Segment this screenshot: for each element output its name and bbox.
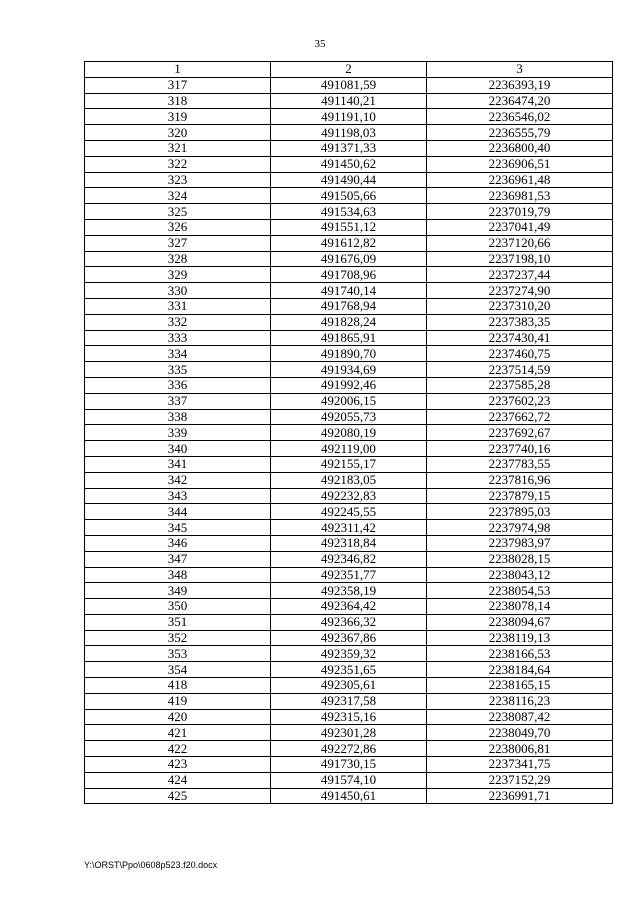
x-coordinate-cell: 492272,86 [271,741,427,757]
table-row [85,219,613,235]
x-coordinate-cell: 491708,96 [271,267,427,283]
table-row [85,441,613,457]
y-coordinate-cell: 2238006,81 [427,741,613,757]
point-number-cell: 323 [85,172,271,188]
table-row [85,741,613,757]
column-header-2: 2 [271,62,427,78]
point-number-cell: 324 [85,188,271,204]
point-number-cell: 351 [85,614,271,630]
x-coordinate-cell: 492055,73 [271,409,427,425]
table-row [85,204,613,220]
y-coordinate-cell: 2237041,49 [427,219,613,235]
table-row [85,614,613,630]
table-row [85,283,613,299]
point-number-cell: 418 [85,678,271,694]
table-row [85,567,613,583]
point-number-cell: 335 [85,362,271,378]
x-coordinate-cell: 492346,82 [271,551,427,567]
x-coordinate-cell: 492315,16 [271,709,427,725]
point-number-cell: 338 [85,409,271,425]
point-number-cell: 423 [85,757,271,773]
table-row [85,504,613,520]
y-coordinate-cell: 2236393,19 [427,77,613,93]
x-coordinate-cell: 491768,94 [271,298,427,314]
point-number-cell: 352 [85,630,271,646]
y-coordinate-cell: 2236474,20 [427,93,613,109]
y-coordinate-cell: 2238116,23 [427,693,613,709]
table-row [85,267,613,283]
x-coordinate-cell: 492245,55 [271,504,427,520]
y-coordinate-cell: 2237740,16 [427,441,613,457]
y-coordinate-cell: 2237019,79 [427,204,613,220]
table-row [85,646,613,662]
table-row [85,377,613,393]
x-coordinate-cell: 491612,82 [271,235,427,251]
point-number-cell: 350 [85,599,271,615]
point-number-cell: 343 [85,488,271,504]
table-row [85,346,613,362]
table-header [85,62,613,78]
point-number-cell: 328 [85,251,271,267]
table-row [85,725,613,741]
x-coordinate-cell: 492359,32 [271,646,427,662]
point-number-cell: 321 [85,140,271,156]
table-row [85,109,613,125]
point-number-cell: 348 [85,567,271,583]
table-row [85,456,613,472]
table-row [85,393,613,409]
point-number-cell: 317 [85,77,271,93]
x-coordinate-cell: 492351,77 [271,567,427,583]
x-coordinate-cell: 491740,14 [271,283,427,299]
footer-file-path: Y:\ORST\Ppo\0608p523.f20.docx [84,860,218,870]
x-coordinate-cell: 492351,65 [271,662,427,678]
table-row [85,520,613,536]
y-coordinate-cell: 2237460,75 [427,346,613,362]
y-coordinate-cell: 2236961,48 [427,172,613,188]
table-row [85,551,613,567]
point-number-cell: 344 [85,504,271,520]
table-row [85,757,613,773]
point-number-cell: 330 [85,283,271,299]
point-number-cell: 334 [85,346,271,362]
point-number-cell: 353 [85,646,271,662]
point-number-cell: 345 [85,520,271,536]
x-coordinate-cell: 491450,62 [271,156,427,172]
point-number-cell: 319 [85,109,271,125]
table-row [85,772,613,788]
table-row [85,425,613,441]
y-coordinate-cell: 2238166,53 [427,646,613,662]
point-number-cell: 347 [85,551,271,567]
x-coordinate-cell: 491371,33 [271,140,427,156]
y-coordinate-cell: 2236906,51 [427,156,613,172]
y-coordinate-cell: 2238028,15 [427,551,613,567]
table-row [85,77,613,93]
x-coordinate-cell: 492318,84 [271,535,427,551]
y-coordinate-cell: 2238054,53 [427,583,613,599]
y-coordinate-cell: 2237585,28 [427,377,613,393]
x-coordinate-cell: 491450,61 [271,788,427,804]
y-coordinate-cell: 2237602,23 [427,393,613,409]
x-coordinate-cell: 491198,03 [271,125,427,141]
x-coordinate-cell: 492311,42 [271,520,427,536]
x-coordinate-cell: 491890,70 [271,346,427,362]
table-row [85,362,613,378]
x-coordinate-cell: 492183,05 [271,472,427,488]
y-coordinate-cell: 2237120,66 [427,235,613,251]
y-coordinate-cell: 2238165,15 [427,678,613,694]
table-row [85,488,613,504]
column-header-1: 1 [85,62,271,78]
y-coordinate-cell: 2237383,35 [427,314,613,330]
point-number-cell: 333 [85,330,271,346]
x-coordinate-cell: 491505,66 [271,188,427,204]
table-row [85,472,613,488]
table-row [85,535,613,551]
point-number-cell: 422 [85,741,271,757]
y-coordinate-cell: 2237514,59 [427,362,613,378]
table-row [85,314,613,330]
y-coordinate-cell: 2238078,14 [427,599,613,615]
y-coordinate-cell: 2237274,90 [427,283,613,299]
y-coordinate-cell: 2237341,75 [427,757,613,773]
x-coordinate-cell: 492119,00 [271,441,427,457]
y-coordinate-cell: 2237983,97 [427,535,613,551]
x-coordinate-cell: 491490,44 [271,172,427,188]
y-coordinate-cell: 2237152,29 [427,772,613,788]
point-number-cell: 421 [85,725,271,741]
point-number-cell: 332 [85,314,271,330]
x-coordinate-cell: 491676,09 [271,251,427,267]
x-coordinate-cell: 492080,19 [271,425,427,441]
table-row [85,662,613,678]
table-row [85,298,613,314]
point-number-cell: 339 [85,425,271,441]
x-coordinate-cell: 492367,86 [271,630,427,646]
point-number-cell: 331 [85,298,271,314]
point-number-cell: 340 [85,441,271,457]
x-coordinate-cell: 492155,17 [271,456,427,472]
table-row [85,678,613,694]
page-number: 35 [314,38,326,50]
point-number-cell: 329 [85,267,271,283]
column-header-3: 3 [427,62,613,78]
y-coordinate-cell: 2236800,40 [427,140,613,156]
y-coordinate-cell: 2236981,53 [427,188,613,204]
table-row [85,630,613,646]
y-coordinate-cell: 2237237,44 [427,267,613,283]
point-number-cell: 341 [85,456,271,472]
y-coordinate-cell: 2237783,55 [427,456,613,472]
x-coordinate-cell: 492301,28 [271,725,427,741]
table-row [85,599,613,615]
point-number-cell: 318 [85,93,271,109]
point-number-cell: 337 [85,393,271,409]
x-coordinate-cell: 492317,58 [271,693,427,709]
table-row [85,251,613,267]
table-row [85,409,613,425]
table-row [85,140,613,156]
y-coordinate-cell: 2238184,64 [427,662,613,678]
x-coordinate-cell: 491191,10 [271,109,427,125]
x-coordinate-cell: 491934,69 [271,362,427,378]
y-coordinate-cell: 2238087,42 [427,709,613,725]
point-number-cell: 354 [85,662,271,678]
point-number-cell: 349 [85,583,271,599]
point-number-cell: 346 [85,535,271,551]
y-coordinate-cell: 2237816,96 [427,472,613,488]
point-number-cell: 322 [85,156,271,172]
point-number-cell: 424 [85,772,271,788]
y-coordinate-cell: 2238043,12 [427,567,613,583]
point-number-cell: 425 [85,788,271,804]
x-coordinate-cell: 492358,19 [271,583,427,599]
y-coordinate-cell: 2238119,13 [427,630,613,646]
x-coordinate-cell: 492006,15 [271,393,427,409]
point-number-cell: 326 [85,219,271,235]
y-coordinate-cell: 2237662,72 [427,409,613,425]
table-row [85,583,613,599]
point-number-cell: 419 [85,693,271,709]
table-row [85,93,613,109]
point-number-cell: 420 [85,709,271,725]
point-number-cell: 325 [85,204,271,220]
y-coordinate-cell: 2237198,10 [427,251,613,267]
x-coordinate-cell: 492366,32 [271,614,427,630]
y-coordinate-cell: 2237895,03 [427,504,613,520]
x-coordinate-cell: 491574,10 [271,772,427,788]
table-row [85,125,613,141]
table-row [85,235,613,251]
header-row [85,62,613,78]
table-row [85,709,613,725]
y-coordinate-cell: 2236991,71 [427,788,613,804]
y-coordinate-cell: 2237879,15 [427,488,613,504]
x-coordinate-cell: 491081,59 [271,77,427,93]
y-coordinate-cell: 2236546,02 [427,109,613,125]
point-number-cell: 342 [85,472,271,488]
x-coordinate-cell: 491534,63 [271,204,427,220]
y-coordinate-cell: 2238049,70 [427,725,613,741]
table-row [85,693,613,709]
x-coordinate-cell: 492232,83 [271,488,427,504]
x-coordinate-cell: 492364,42 [271,599,427,615]
y-coordinate-cell: 2236555,79 [427,125,613,141]
table-body [85,77,613,804]
coordinates-table [84,61,613,804]
y-coordinate-cell: 2237430,41 [427,330,613,346]
table-row [85,330,613,346]
x-coordinate-cell: 491865,91 [271,330,427,346]
point-number-cell: 327 [85,235,271,251]
table-row [85,788,613,804]
x-coordinate-cell: 492305,61 [271,678,427,694]
point-number-cell: 320 [85,125,271,141]
y-coordinate-cell: 2237310,20 [427,298,613,314]
y-coordinate-cell: 2237974,98 [427,520,613,536]
x-coordinate-cell: 491730,15 [271,757,427,773]
table-row [85,156,613,172]
x-coordinate-cell: 491828,24 [271,314,427,330]
table-row [85,172,613,188]
x-coordinate-cell: 491992,46 [271,377,427,393]
table-row [85,188,613,204]
point-number-cell: 336 [85,377,271,393]
x-coordinate-cell: 491140,21 [271,93,427,109]
y-coordinate-cell: 2238094,67 [427,614,613,630]
y-coordinate-cell: 2237692,67 [427,425,613,441]
x-coordinate-cell: 491551,12 [271,219,427,235]
